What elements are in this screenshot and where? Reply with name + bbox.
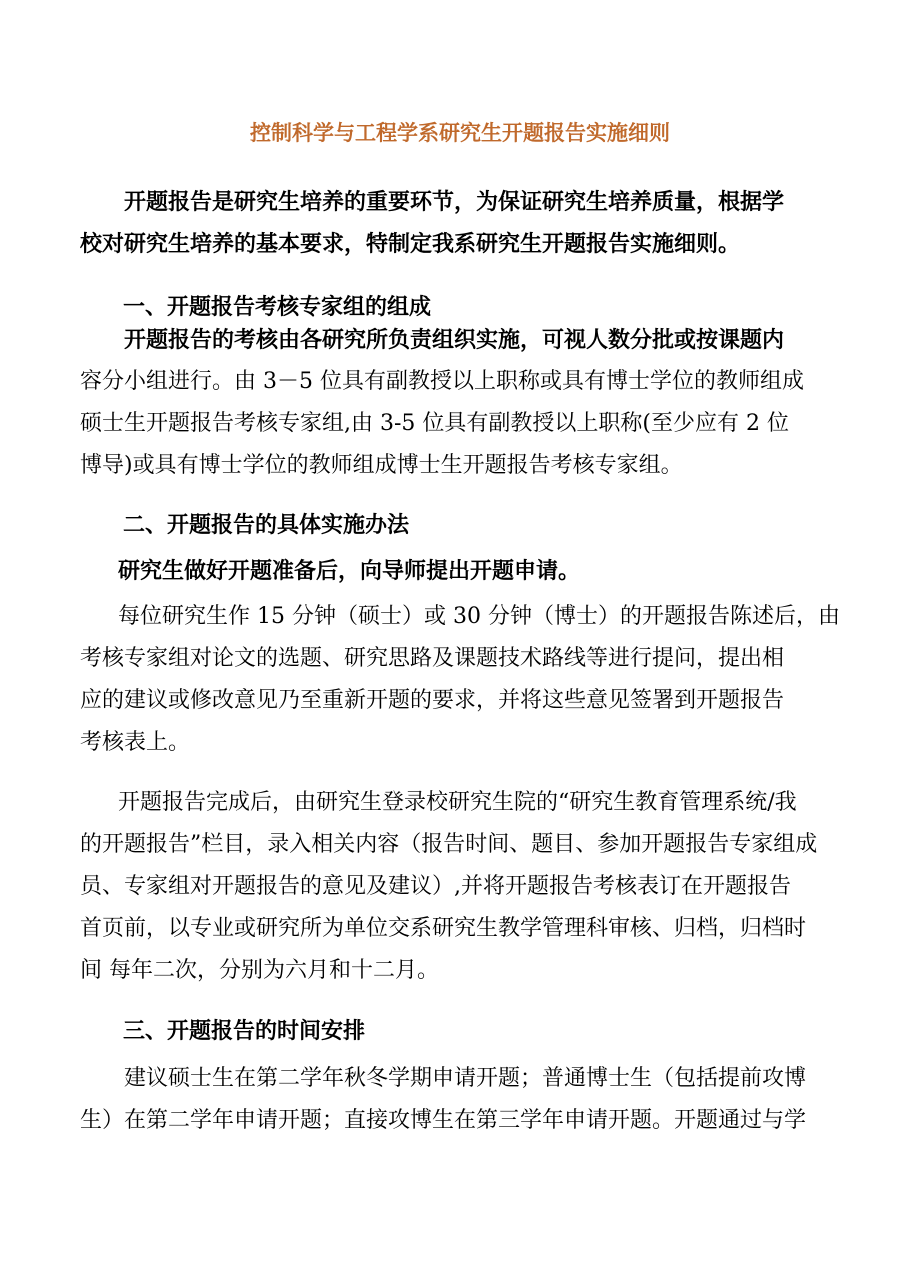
section-2-para-3 (80, 782, 840, 992)
section-1-line-4: 博导)或具有博士学位的教师组成博士生开题报告考核专家组。 (80, 453, 683, 478)
section-2-heading: 二、开题报告的具体实施办法 (123, 512, 410, 538)
section-2-para-2-line-1: 每位研究生作 15 分钟（硕士）或 30 分钟（博士）的开题报告陈述后，由 (118, 604, 840, 629)
intro-line-1: 开题报告是研究生培养的重要环节，为保证研究生培养质量，根据学 (124, 189, 785, 215)
section-1-line-3: 硕士生开题报告考核专家组,由 3-5 位具有副教授以上职称(至少应有 2 位 (80, 411, 789, 436)
section-2-para-2-line-2: 考核专家组对论文的选题、研究思路及课题技术路线等进行提问，提出相 (80, 646, 785, 671)
section-3-body (80, 1058, 840, 1142)
intro-paragraph (80, 181, 840, 265)
section-3-line-2: 生）在第二学年申请开题；直接攻博生在第三学年申请开题。开题通过与学 (80, 1108, 807, 1133)
section-2-para-2 (80, 596, 840, 764)
intro-line-2: 校对研究生培养的基本要求，特制定我系研究生开题报告实施细则。 (80, 231, 741, 257)
section-2-para-3-line-4: 首页前，以专业或研究所为单位交系研究生教学管理科审核、归档，归档时 (80, 916, 807, 941)
section-1-body (80, 319, 840, 487)
section-1-heading: 一、开题报告考核专家组的组成 (123, 294, 432, 320)
section-2-para-3-line-2: 的开题报告”栏目，录入相关内容（报告时间、题目、参加开题报告专家组成 (80, 832, 818, 857)
section-1-line-1: 开题报告的考核由各研究所负责组织实施，可视人数分批或按课题内 (124, 327, 785, 353)
section-2-para-3-line-5: 间 每年二次，分别为六月和十二月。 (80, 958, 439, 983)
section-2-para-1 (80, 550, 840, 592)
section-1-line-2: 容分小组进行。由 3－5 位具有副教授以上职称或具有博士学位的教师组成 (80, 369, 804, 394)
section-2-para-2-line-4: 考核表上。 (80, 730, 191, 755)
section-3-heading: 三、开题报告的时间安排 (123, 1018, 366, 1044)
section-2-para-3-line-3: 员、专家组对开题报告的意见及建议）,并将开题报告考核表订在开题报告 (80, 874, 791, 899)
section-2-para-2-line-3: 应的建议或修改意见乃至重新开题的要求，并将这些意见签署到开题报告 (80, 688, 785, 713)
document-title: 控制科学与工程学系研究生开题报告实施细则 (250, 120, 670, 145)
section-2-para-1-line: 研究生做好开题准备后，向导师提出开题申请。 (118, 558, 581, 584)
section-3-line-1: 建议硕士生在第二学年秋冬学期申请开题；普通博士生（包括提前攻博 (124, 1066, 807, 1091)
section-2-para-3-line-1: 开题报告完成后，由研究生登录校研究生院的“研究生教育管理系统/我 (118, 790, 797, 815)
